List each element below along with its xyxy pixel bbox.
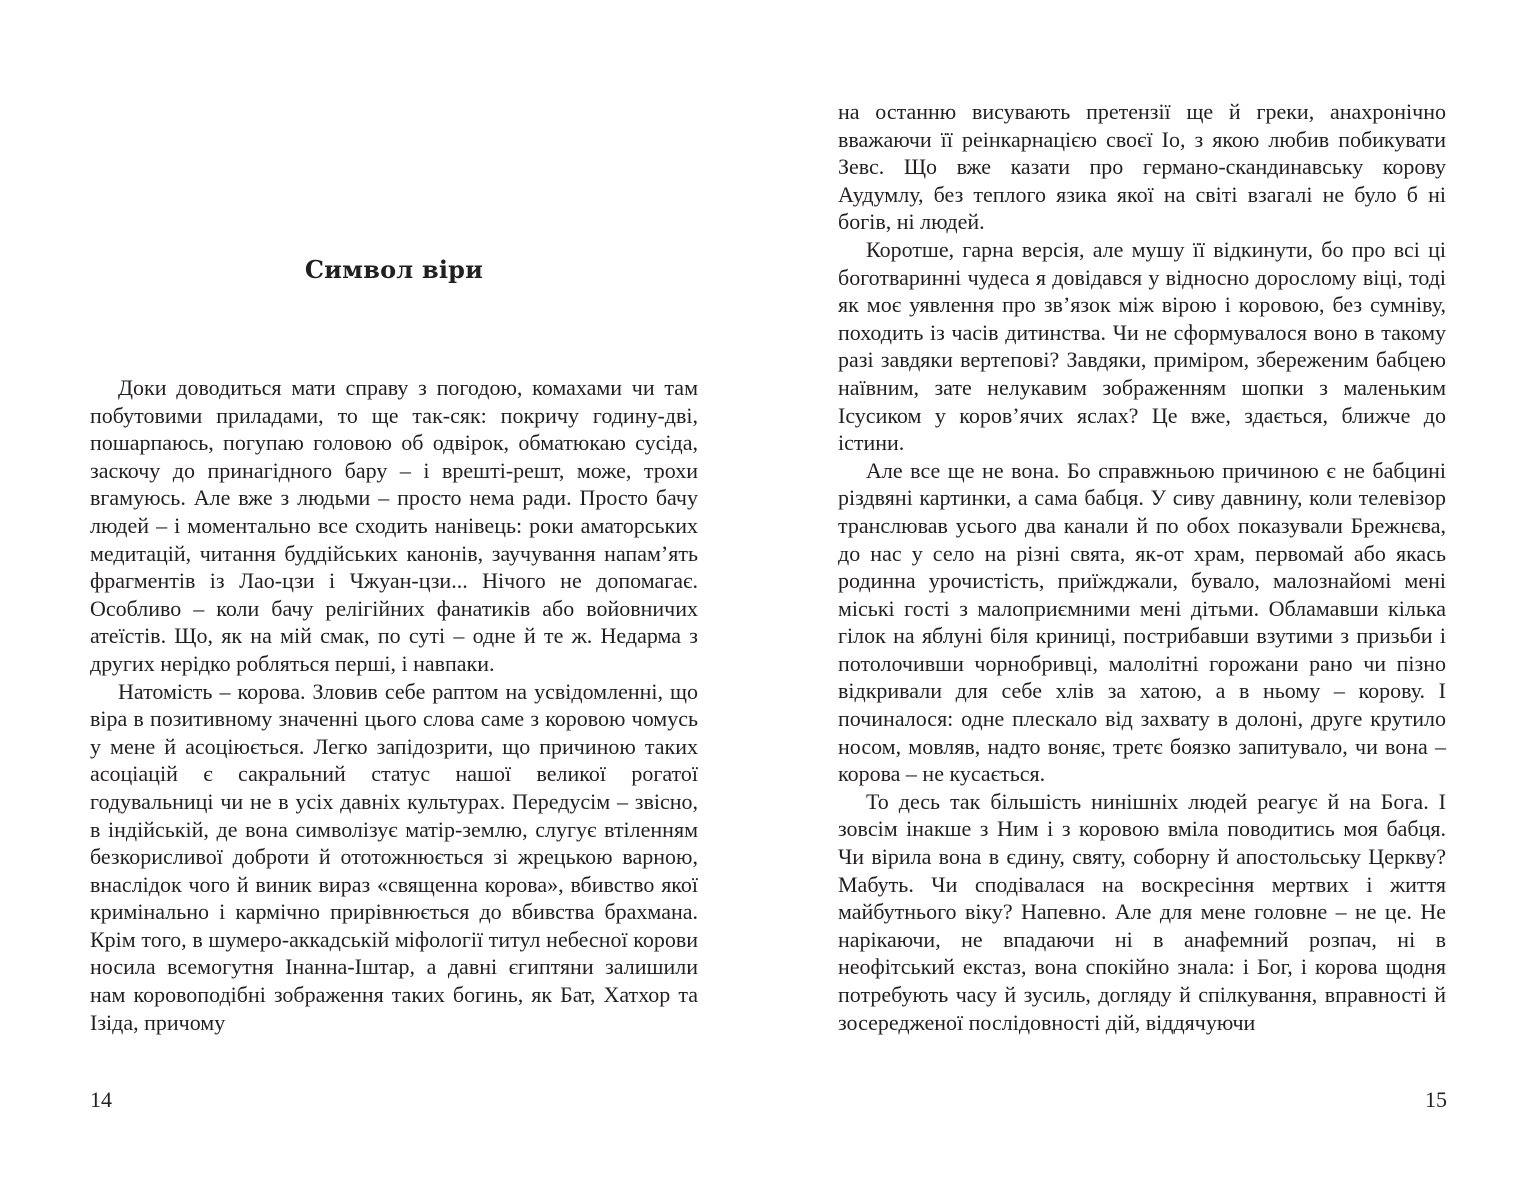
paragraph: То десь так більшість нинішніх людей реагує й на Бога. І зовсім інакше з Ним і з коровою вміла поводитись моя бабця. Чи вірила вона в єдину, святу, соборну й апостольську Церкву? Мабуть. Чи сподівалася на воскресіння мертвих і життя майбутнього віку? Напевно. Але для мене головне – не це. Не нарікаючи, не впадаючи ні в анафемний розпач, ні в неофітський екстаз, вона спокійно знала: і Бог, і корова щодня потребують часу й зусиль, догляду й спілкування, вправності й зосередженої послідовності дій, віддячуючи: [838, 788, 1446, 1035]
continued-paragraph: на останню висувають претензії ще й греки, анахронічно вважаючи її реінкарнацією своєї Іо, з якою любив побикувати Зевс. Що вже казати про германо-скандинавську корову Аудумлу, без теплого язика якої на світі взагалі не було б ні богів, ні людей.: [838, 99, 1446, 235]
page-number: 14: [90, 1087, 112, 1112]
right-page-text: [838, 98, 1446, 1036]
chapter-title: Символ віри: [304, 255, 484, 284]
paragraph: Коротше, гарна версія, але мушу її відкинути, бо про всі ці боготваринні чудеса я довідався у відносно дорослому віці, тоді як моє уявлення про зв’язок між вірою і коровою, без сумніву, походить із часів дитинства. Чи не сформувалося воно в такому разі завдяки вертепові? Завдяки, приміром, збереженим бабцею наївним, зате нелукавим зображенням шопки з маленьким Ісусиком у коров’ячих яслах? Це вже, здається, ближче до істини.: [838, 236, 1446, 456]
page-number: 15: [1425, 1087, 1447, 1112]
paragraph: Доки доводиться мати справу з погодою, комахами чи там побутовими приладами, то ще так-сяк: покричу годину-дві, пошарпаюсь, погупаю головою об одвірок, обматюкаю сусіда, заскочу до принагідного бару – і врешті-решт, може, трохи вгамуюсь. Але вже з людьми – просто нема ради. Просто бачу людей – і моментально все сходить нанівець: роки аматорських медитацій, читання буддійських канонів, заучування напам’ять фрагментів із Лао-цзи і Чжуан-цзи... Нічого не допомагає. Особливо – коли бачу релігійних фанатиків або войовничих атеїстів. Що, як на мій смак, по суті – одне й те ж. Недарма з других нерідко робляться перші, і навпаки.: [90, 375, 698, 676]
paragraph: Натомість – корова. Зловив себе раптом на усвідомленні, що віра в позитивному значенні цього слова саме з коровою чомусь у мене й асоціюється. Легко запідозрити, що причиною таких асоціацій є сакральний статус нашої великої рогатої годувальниці чи не в усіх давніх культурах. Передусім – звісно, в індійській, де вона символізує матір-землю, слугує втіленням безкорисливої доброти й ототожнюється зі жрецькою варною, внаслідок чого й виник вираз «священна корова», вбивство якої кримінально і кармічно прирівнюється до вбивства брахмана. Крім того, в шумеро-аккадській міфології титул небесної корови носила всемогутня Інанна-Іштар, а давні єгиптяни залишили нам коровоподібні зображення таких богинь, як Бат, Хатхор та Ізіда, причому: [90, 678, 698, 1035]
right-page: [768, 0, 1536, 1182]
left-page-text: [90, 374, 698, 1036]
paragraph: Але все ще не вона. Бо справжньою причиною є не бабцині різдвяні картинки, а сама бабця. У сиву давнину, коли телевізор транслював усього два канали й по обох показували Брежнєва, до нас у село на різні свята, як-от храм, первомай або якась родинна урочистість, приїжджали, бувало, малознайомі мені міські гості з малоприємними мені дітьми. Обламавши кілька гілок на яблуні біля криниці, пострибавши взутими з призьби і потолочивши чорнобривці, малолітні горожани рано чи пізно відкривали для себе хлів за хатою, а в ньому – корову. І починалося: одне плескало від захвату в долоні, друге крутило носом, мовляв, надто воняє, третє боязко запитувало, чи вона – корова – не кусається.: [838, 457, 1446, 787]
